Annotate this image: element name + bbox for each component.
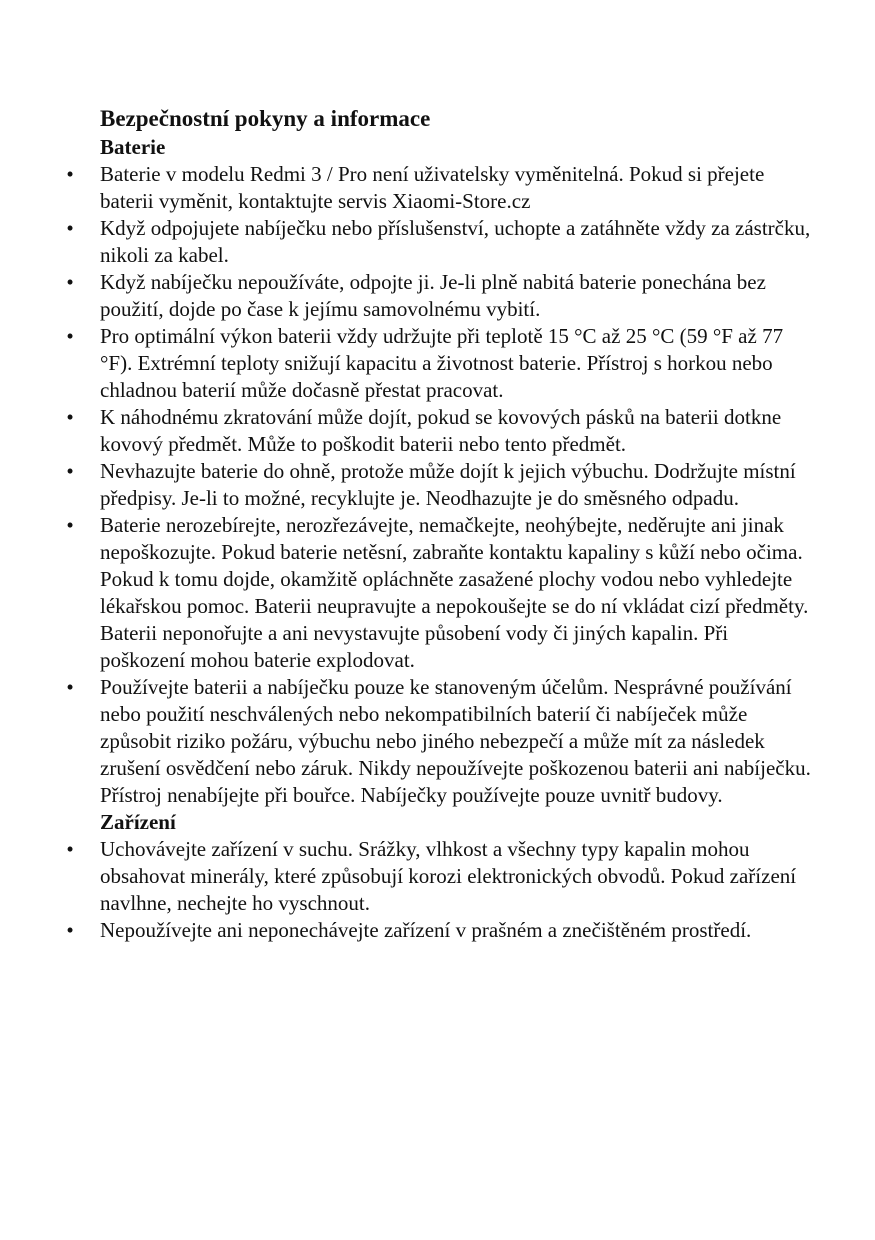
list-item <box>66 917 812 944</box>
list-item-text: K náhodnému zkratování může dojít, pokud se kovových pásků na baterii dotkne kovový předmět. Může to poškodit baterii nebo tento předmět. <box>100 405 782 456</box>
bullet-icon: • <box>66 837 74 861</box>
list-item <box>66 215 812 269</box>
bullet-icon: • <box>66 675 74 699</box>
bullet-icon: • <box>66 270 74 294</box>
section-heading-device: Zařízení <box>100 810 176 834</box>
list-item <box>66 674 812 809</box>
list-item <box>66 404 812 458</box>
bullet-icon: • <box>66 324 74 348</box>
document-content <box>66 104 812 944</box>
bullet-icon: • <box>66 513 74 537</box>
list-item <box>66 161 812 215</box>
bullet-icon: • <box>66 459 74 483</box>
bullet-icon: • <box>66 918 74 942</box>
bullet-list-device <box>66 836 812 944</box>
list-item-text: Když odpojujete nabíječku nebo příslušenství, uchopte a zatáhněte vždy za zástrčku, nikoli za kabel. <box>100 216 811 267</box>
list-item-text: Baterie v modelu Redmi 3 / Pro není uživatelsky vyměnitelná. Pokud si přejete baterii vyměnit, kontaktujte servis Xiaomi-Store.cz <box>100 162 765 213</box>
list-item-text: Používejte baterii a nabíječku pouze ke stanoveným účelům. Nesprávné používání nebo použití neschválených nebo nekompatibilních baterií či nabíječek může způsobit riziko požáru, výbuchu nebo jiného nebezpečí a může mít za následek zrušení osvědčení nebo záruk. Nikdy nepoužívejte poškozenou baterii ani nabíječku. Přístroj nenabíjejte při bouřce. Nabíječky používejte pouze uvnitř budovy. <box>100 675 811 807</box>
list-item <box>66 269 812 323</box>
list-item <box>66 836 812 917</box>
page-title: Bezpečnostní pokyny a informace <box>100 106 431 131</box>
list-item-text: Když nabíječku nepoužíváte, odpojte ji. Je-li plně nabitá baterie ponechána bez použití, dojde po čase k jejímu samovolnému vybití. <box>100 270 766 321</box>
section-heading-batteries: Baterie <box>100 135 166 159</box>
section-device <box>66 809 812 944</box>
bullet-icon: • <box>66 216 74 240</box>
list-item-text: Nevhazujte baterie do ohně, protože může dojít k jejich výbuchu. Dodržujte místní předpisy. Je-li to možné, recyklujte je. Neodhazujte je do směsného odpadu. <box>100 459 796 510</box>
list-item <box>66 512 812 674</box>
list-item <box>66 323 812 404</box>
list-item-text: Nepoužívejte ani neponechávejte zařízení v prašném a znečištěném prostředí. <box>100 918 752 942</box>
list-item-text: Baterie nerozebírejte, nerozřezávejte, nemačkejte, neohýbejte, neděrujte ani jinak nepoškozujte. Pokud baterie netěsní, zabraňte kontaktu kapaliny s kůží nebo očima. Pokud k tomu dojde, okamžitě opláchněte zasažené plochy vodou nebo vyhledejte lékařskou pomoc. Baterii neupravujte a nepokoušejte se do ní vkládat cizí předměty. Baterii neponořujte a ani nevystavujte působení vody či jiných kapalin. Při poškození mohou baterie explodovat. <box>100 513 809 672</box>
list-item-text: Uchovávejte zařízení v suchu. Srážky, vlhkost a všechny typy kapalin mohou obsahovat minerály, které způsobují korozi elektronických obvodů. Pokud zařízení navlhne, nechejte ho vyschnout. <box>100 837 797 915</box>
bullet-list-batteries <box>66 161 812 809</box>
list-item-text: Pro optimální výkon baterii vždy udržujte při teplotě 15 °C až 25 °C (59 °F až 77 °F). Extrémní teploty snižují kapacitu a životnost baterie. Přístroj s horkou nebo chladnou baterií může dočasně přestat pracovat. <box>100 324 784 402</box>
list-item <box>66 458 812 512</box>
bullet-icon: • <box>66 162 74 186</box>
section-batteries <box>66 134 812 809</box>
bullet-icon: • <box>66 405 74 429</box>
